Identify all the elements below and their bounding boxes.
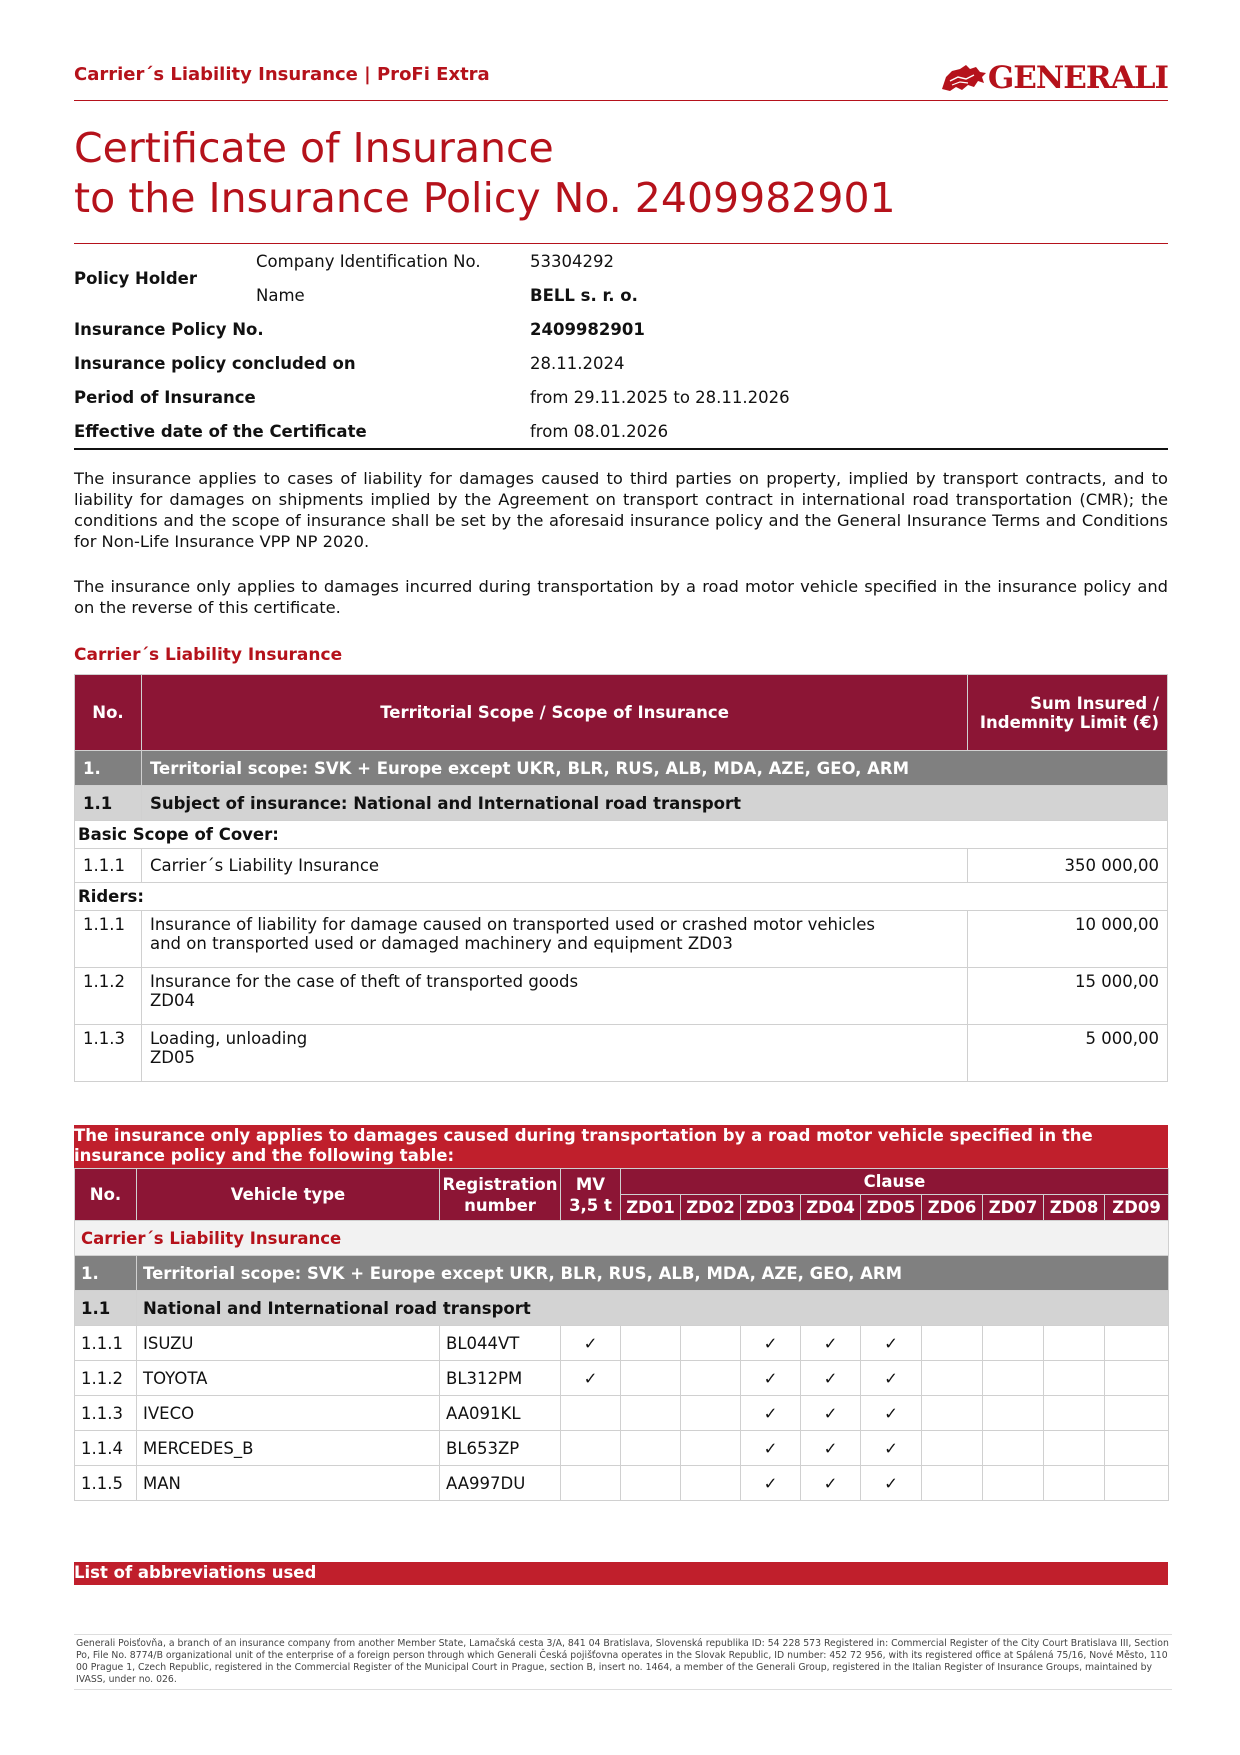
clause-check-icon: ✓ — [861, 1466, 922, 1501]
policy-no-value: 2409982901 — [530, 319, 645, 339]
territory-no: 1. — [75, 751, 142, 786]
clause-cell — [1044, 1431, 1105, 1466]
col-no-header: No. — [75, 675, 142, 751]
clause-check-icon: ✓ — [861, 1326, 922, 1361]
vehicle-paragraph: The insurance only applies to damages incurred during transportation by a road motor vehicle specified in the insurance policy and on the reverse of this certificate. — [74, 577, 1168, 617]
policy-info — [74, 243, 1168, 450]
col-scope-header: Territorial Scope / Scope of Insurance — [141, 675, 967, 751]
policy-no-label: Insurance Policy No. — [74, 319, 264, 339]
clause-cell — [621, 1396, 681, 1431]
vehicle-reg: AA091KL — [440, 1396, 561, 1431]
transport-text: National and International road transport — [137, 1291, 1169, 1326]
concluded-label: Insurance policy concluded on — [74, 353, 356, 373]
clause-check-icon: ✓ — [861, 1431, 922, 1466]
clause-check-icon: ✓ — [801, 1466, 861, 1501]
clause-cell — [681, 1396, 741, 1431]
policy-holder-label: Policy Holder — [74, 268, 197, 288]
riders-label: Riders: — [75, 883, 1168, 911]
vehicle-type: MAN — [137, 1466, 440, 1501]
clause-header-cell: ZD04 — [801, 1195, 861, 1221]
lion-icon — [940, 63, 988, 93]
clause-header-cell: ZD03 — [741, 1195, 801, 1221]
clause-cell — [1044, 1466, 1105, 1501]
clause-cell — [1105, 1361, 1169, 1396]
table-row — [75, 1326, 1169, 1361]
rider-no: 1.1.3 — [75, 1025, 142, 1082]
reg-number-header: Registration number — [440, 1169, 561, 1221]
clause-cell — [1105, 1431, 1169, 1466]
table-row — [75, 1025, 1168, 1082]
veh-territory-no: 1. — [75, 1256, 137, 1291]
mv-cell — [561, 1431, 621, 1466]
clause-cell — [1044, 1396, 1105, 1431]
vehicle-table — [74, 1168, 1169, 1501]
rider-text: Insurance for the case of theft of transported goods ZD04 — [141, 968, 967, 1025]
generali-logo — [940, 60, 1168, 96]
clause-cell — [681, 1431, 741, 1466]
clause-cell — [922, 1396, 983, 1431]
page-title — [74, 123, 896, 223]
vehicle-no: 1.1.5 — [75, 1466, 137, 1501]
period-label: Period of Insurance — [74, 387, 256, 407]
clause-cell — [983, 1326, 1044, 1361]
table-row — [75, 1431, 1169, 1466]
clause-cell — [1105, 1326, 1169, 1361]
coverage-table — [74, 674, 1168, 1082]
clause-cell — [983, 1431, 1044, 1466]
clause-cell — [621, 1326, 681, 1361]
mv-check-icon: ✓ — [561, 1326, 621, 1361]
name-label: Name — [256, 285, 305, 305]
table-row — [75, 1466, 1169, 1501]
rider-no: 1.1.1 — [75, 911, 142, 968]
clause-check-icon: ✓ — [741, 1361, 801, 1396]
company-id-label: Company Identification No. — [256, 251, 481, 271]
clause-cell — [681, 1361, 741, 1396]
vehicle-reg: BL312PM — [440, 1361, 561, 1396]
clause-header-cell: ZD05 — [861, 1195, 922, 1221]
basic-scope-label: Basic Scope of Cover: — [75, 821, 1168, 849]
footer-legal-text: Generali Poisťovňa, a branch of an insurance company from another Member State, Lamačská cesta 3/A, 841 04 Bratislava, Slovenská republika ID: 54 228 573 Registered in: Commercial Register of the City Court Bratislava III, Section Po, File No. 8774/B organizational unit of the enterprise of a foreign person through which Generali Česká pojišťovna operates in the Slovak Republic, ID number: 452 72 956, with its registered office at Spálená 75/16, Nové Město, 110 00 Prague 1, Czech Republic, registered in the Commercial Register of the Municipal Court in Prague, section B, insert no. 1464, a member of the Generali Group, registered in the Italian Register of Insurance Groups, maintained by IVASS, under no. 026. — [74, 1634, 1172, 1690]
clause-header-cell: ZD09 — [1105, 1195, 1169, 1221]
clause-header-cell: ZD01 — [621, 1195, 681, 1221]
clause-check-icon: ✓ — [801, 1326, 861, 1361]
veh-no-header: No. — [75, 1169, 137, 1221]
vehicle-no: 1.1.3 — [75, 1396, 137, 1431]
clause-cell — [983, 1396, 1044, 1431]
clause-cell — [621, 1431, 681, 1466]
vehicle-reg: BL653ZP — [440, 1431, 561, 1466]
basic-no: 1.1.1 — [75, 849, 142, 883]
company-id-value: 53304292 — [530, 251, 614, 271]
clause-cell — [922, 1361, 983, 1396]
col-sum-header: Sum Insured / Indemnity Limit (€) — [968, 675, 1168, 751]
clause-cell — [1105, 1396, 1169, 1431]
vehicle-no: 1.1.1 — [75, 1326, 137, 1361]
abbreviations-banner: List of abbreviations used — [74, 1562, 1168, 1585]
name-value: BELL s. r. o. — [530, 285, 638, 305]
subject-text: Subject of insurance: National and International road transport — [141, 786, 1167, 821]
clause-header-cell: ZD02 — [681, 1195, 741, 1221]
effective-value: from 08.01.2026 — [530, 421, 669, 441]
clause-cell — [922, 1431, 983, 1466]
territory-scope: Territorial scope: SVK + Europe except UKR, BLR, RUS, ALB, MDA, AZE, GEO, ARM — [141, 751, 1167, 786]
header-title: Carrier´s Liability Insurance | ProFi Extra — [74, 64, 490, 85]
clause-check-icon: ✓ — [741, 1396, 801, 1431]
scope-paragraph: The insurance applies to cases of liability for damages caused to third parties on property, implied by transport contracts, and to liability for damages on shipments implied by the Agreement on transport contract in international road transportation (CMR); the conditions and the scope of insurance shall be set by the aforesaid insurance policy and the General Insurance Terms and Conditions for Non-Life Insurance VPP NP 2020. — [74, 469, 1168, 551]
clause-header-cell: ZD06 — [922, 1195, 983, 1221]
mv-check-icon: ✓ — [561, 1361, 621, 1396]
table-row — [75, 1361, 1169, 1396]
vehicle-banner: The insurance only applies to damages caused during transportation by a road motor vehicle specified in the insurance policy and the following table: — [74, 1125, 1168, 1168]
period-value: from 29.11.2025 to 28.11.2026 — [530, 387, 790, 407]
mv-header: MV 3,5 t — [561, 1169, 621, 1221]
clause-check-icon: ✓ — [801, 1396, 861, 1431]
vehicle-type: TOYOTA — [137, 1361, 440, 1396]
effective-label: Effective date of the Certificate — [74, 421, 367, 441]
vehicle-no: 1.1.4 — [75, 1431, 137, 1466]
clause-header: Clause — [621, 1169, 1169, 1195]
rider-sum: 10 000,00 — [968, 911, 1168, 968]
clause-cell — [1044, 1326, 1105, 1361]
page-header — [74, 62, 1168, 101]
title-line-2: to the Insurance Policy No. 2409982901 — [74, 174, 896, 222]
clause-cell — [1044, 1361, 1105, 1396]
rider-sum: 15 000,00 — [968, 968, 1168, 1025]
clause-cell — [681, 1466, 741, 1501]
clause-header-cell: ZD08 — [1044, 1195, 1105, 1221]
logo-wordmark: GENERALI — [987, 60, 1168, 96]
clause-check-icon: ✓ — [801, 1361, 861, 1396]
basic-text: Carrier´s Liability Insurance — [141, 849, 967, 883]
rider-sum: 5 000,00 — [968, 1025, 1168, 1082]
title-line-1: Certificate of Insurance — [74, 124, 554, 172]
section-heading: Carrier´s Liability Insurance — [74, 645, 343, 665]
rider-text: Loading, unloading ZD05 — [141, 1025, 967, 1082]
concluded-value: 28.11.2024 — [530, 353, 625, 373]
clause-cell — [1105, 1466, 1169, 1501]
clause-check-icon: ✓ — [741, 1466, 801, 1501]
vehicle-subheading: Carrier´s Liability Insurance — [75, 1221, 1169, 1256]
mv-cell — [561, 1466, 621, 1501]
table-row — [75, 968, 1168, 1025]
clause-check-icon: ✓ — [801, 1431, 861, 1466]
basic-sum: 350 000,00 — [968, 849, 1168, 883]
clause-cell — [922, 1466, 983, 1501]
vehicle-reg: BL044VT — [440, 1326, 561, 1361]
vehicle-type: ISUZU — [137, 1326, 440, 1361]
vehicle-no: 1.1.2 — [75, 1361, 137, 1396]
clause-cell — [621, 1466, 681, 1501]
veh-type-header: Vehicle type — [137, 1169, 440, 1221]
clause-check-icon: ✓ — [741, 1326, 801, 1361]
table-row — [75, 911, 1168, 968]
clause-check-icon: ✓ — [741, 1431, 801, 1466]
vehicle-type: MERCEDES_B — [137, 1431, 440, 1466]
subject-no: 1.1 — [75, 786, 142, 821]
clause-cell — [922, 1326, 983, 1361]
clause-cell — [681, 1326, 741, 1361]
vehicle-reg: AA997DU — [440, 1466, 561, 1501]
vehicle-type: IVECO — [137, 1396, 440, 1431]
table-row — [75, 1396, 1169, 1431]
veh-territory-scope: Territorial scope: SVK + Europe except UKR, BLR, RUS, ALB, MDA, AZE, GEO, ARM — [137, 1256, 1169, 1291]
clause-cell — [983, 1361, 1044, 1396]
clause-cell — [983, 1466, 1044, 1501]
transport-no: 1.1 — [75, 1291, 137, 1326]
mv-cell — [561, 1396, 621, 1431]
clause-check-icon: ✓ — [861, 1361, 922, 1396]
clause-header-cell: ZD07 — [983, 1195, 1044, 1221]
rider-text: Insurance of liability for damage caused on transported used or crashed motor vehicles and on transported used or damaged machinery and equipment ZD03 — [141, 911, 967, 968]
rider-no: 1.1.2 — [75, 968, 142, 1025]
clause-cell — [621, 1361, 681, 1396]
clause-check-icon: ✓ — [861, 1396, 922, 1431]
